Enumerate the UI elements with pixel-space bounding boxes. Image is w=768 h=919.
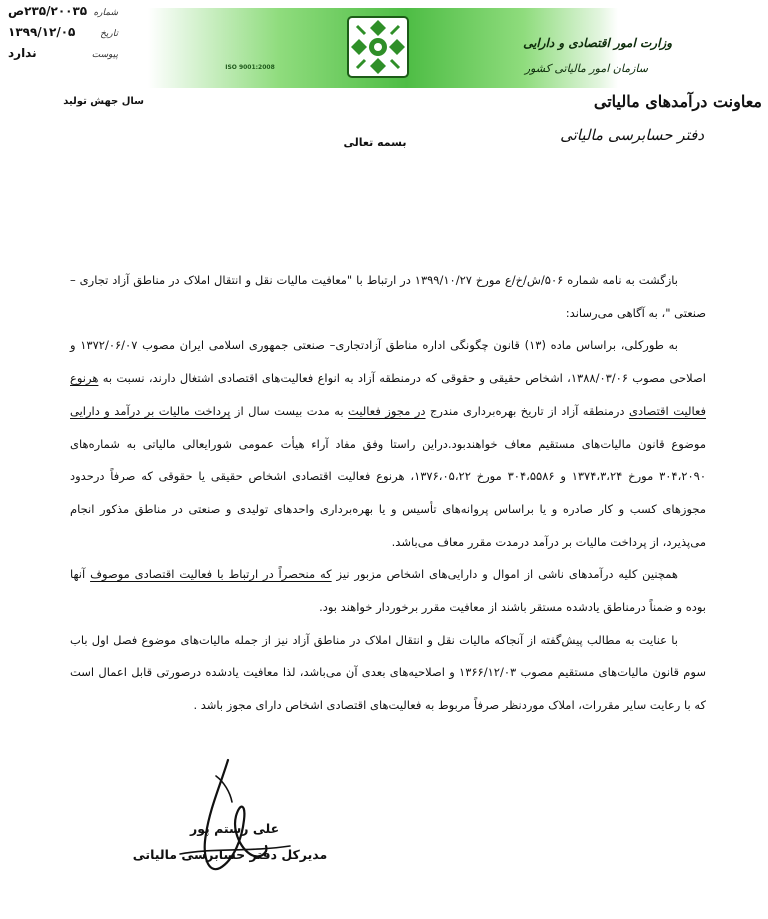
letter-meta [8,4,118,67]
ministry-name: وزارت امور اقتصادی و دارایی [523,36,672,50]
date-label: تاریخ [100,29,118,39]
letter-date: ۱۳۹۹/۱۲/۰۵ [8,25,76,39]
number-label: شماره [93,8,118,18]
paragraph-2 [70,329,706,558]
deputy-name: معاونت درآمدهای مالیاتی [593,92,762,111]
meta-attachment-row [8,46,118,67]
paragraph-3-underline-1: که منحصراً در ارتباط با فعالیت اقتصادی موصوف [90,567,332,582]
paragraph-2-underline-3: پرداخت مالیات بر درآمد و دارایی [70,403,231,418]
paragraph-3-text-a: همچنین کلیه درآمدهای ناشی از اموال و دارایی‌های اشخاص مزبور نیز [331,567,678,582]
iso-label: ISO 9001:2008 [225,64,275,71]
paragraph-2-underline-1: هرنوع فعالیت اقتصادی [70,371,707,418]
year-slogan: سال جهش تولید [63,96,144,107]
paragraph-1-text: بازگشت به نامه شماره ۵۰۶/ش/خ/ع مورخ ۱۳۹۹/۱۰/۲۷ در ارتباط با "معافیت مالیات نقل و انتقال املاک در مناطق آزاد تجاری – صنعتی "، به آگاهی می‌رساند: [70,273,706,320]
paragraph-2-text-d: موضوع قانون مالیات‌های مستقیم معاف خواهند‌بود.دراین راستا وفق مفاد آراء هیأت عمومی شورایعالی مالیاتی به شماره‌های ۳۰۴،۲۰۹۰ مورخ ۱۳۷۴،۳،۲۴ و ۳۰۴،۵۵۸۶ مورخ ۱۳۷۶،۰۵،۲۲، هرنوع فعالیت اقتصادی اشخاص حقیقی یا حقوقی که صرفاً درحدود مجوزهای کسب و کار صادره و یا براساس پروانه‌های تأسیس و یا بهره‌برداری واحدهای تولیدی و صنعتی در مناطق مذکور انجام می‌پذیرد، از پرداخت مالیات بر درآمد درمدت مقرر معاف می‌باشد. [70,436,707,549]
signer-name: علی رستم پور [190,821,280,836]
attachment-label: پیوست [91,50,118,60]
paragraph-3 [70,558,706,623]
paragraph-2-underline-2: در مجوز فعالیت [348,403,426,418]
tax-organization-emblem-icon [345,14,411,80]
meta-number-row [8,4,118,25]
bismillah-heading: بسمه تعالی [343,136,407,149]
paragraph-4-text: با عنایت به مطالب پیش‌گفته از آنجاکه مالیات نقل و انتقال املاک در مناطق آزاد نیز از جمله مالیات‌های موضوع فصل اول باب سوم قانون مالیات‌های مستقیم مصوب ۱۳۶۶/۱۲/۰۳ و اصلاحیه‌های بعدی آن می‌باشد، لذا معافیت یادشده درصورتی قابل اعمال است که با رعایت سایر مقررات، املاک موردنظر صرفاً مربوط به فعالیت‌های اقتصادی اشخاص دارای مجوز باشد . [70,632,706,713]
letter-body [70,264,706,722]
paragraph-1 [70,264,706,329]
attachment-value: ندارد [8,46,37,60]
meta-date-row [8,25,118,46]
organization-name: سازمان امور مالیاتی کشور [524,62,648,75]
paragraph-3-text-b: آنها بوده و ضمناً درمناطق یادشده مستقر باشند از معافیت مقرر برخوردار خواهند بود. [70,567,706,615]
letter-number: ۲۳۵/۲۰۰۳۵ص [8,4,88,18]
office-name: دفتر حسابرسی مالیاتی [560,126,704,144]
paragraph-4 [70,624,706,722]
paragraph-2-text-a: به طورکلی، براساس ماده (۱۳) قانون چگونگی اداره مناطق آزادتجاری– صنعتی جمهوری اسلامی ایران مصوب ۱۳۷۲/۰۶/۰۷ و اصلاحی مصوب ۱۳۸۸/۰۳/۰۶، اشخاص حقیقی و حقوقی که درمنطقه آزاد به انواع فعالیت‌های اقتصادی اشتغال دارند، نسبت به [70,338,706,386]
paragraph-2-text-c: به مدت بیست سال از [230,403,349,418]
signer-title: مدیرکل دفتر حسابرسی مالیاتی [132,847,328,862]
paragraph-2-text-b: درمنطقه آزاد از تاریخ بهره‌برداری مندرج [425,403,629,418]
